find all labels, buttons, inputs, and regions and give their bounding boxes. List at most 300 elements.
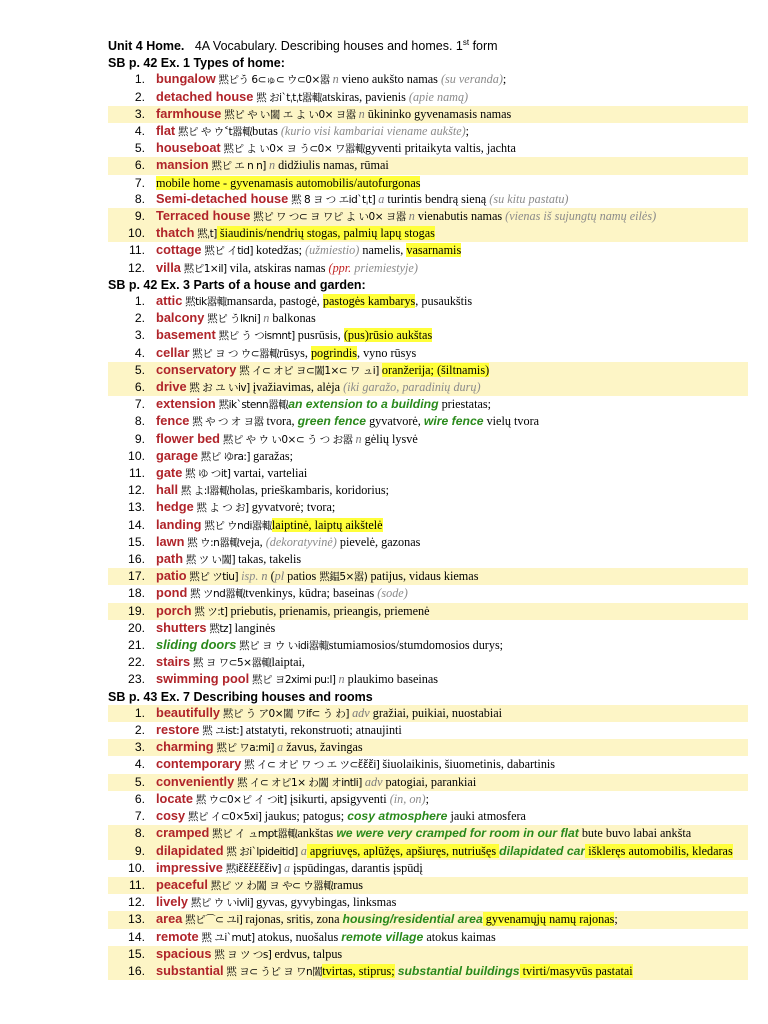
translation-text: įvažiavimas, alėja	[249, 380, 344, 395]
term: impressive	[156, 859, 223, 875]
item-number: 10.	[128, 448, 145, 463]
translation-text: atokus kaimas	[423, 929, 496, 944]
term: balcony	[156, 310, 205, 326]
list-item	[108, 242, 748, 259]
usage-note: (vienas iš sujungtų namų eilės)	[505, 208, 657, 223]
pronunciation: 黙ピ ヨ つ ウ⊂嚣輙	[189, 347, 280, 360]
translation-text: holas, prieškambaris, koridorius;	[229, 483, 389, 498]
list-item	[108, 534, 748, 551]
translation-text: langinės	[231, 620, 276, 635]
term: conveniently	[156, 773, 235, 789]
item-number: 4.	[134, 345, 145, 360]
item-number: 11.	[128, 877, 145, 892]
list-item	[108, 379, 748, 396]
translation-text: rūsys,	[279, 345, 311, 360]
term: charming	[156, 739, 214, 755]
example-phrase: dilapidated car	[499, 843, 586, 858]
translation-text: , pusaukštis	[415, 294, 473, 308]
highlighted-text: pogrindis	[310, 345, 357, 360]
list-item	[108, 157, 748, 174]
translation-text: šiuolaikinis, šiuometinis, dabartinis	[379, 757, 556, 772]
translation-text: ankštas	[297, 826, 337, 841]
translation-text: erdvus, talpus	[271, 946, 343, 961]
pronunciation: 黙ピ ツ﻿ti﻿u]	[186, 571, 239, 584]
example-phrase: remote village	[341, 929, 424, 944]
list-item	[108, 620, 748, 637]
pronunciation: 黙ピ イ﻿tid﻿]	[201, 245, 253, 258]
usage-note: (ppr.	[328, 260, 352, 275]
term: hedge	[156, 499, 194, 515]
term: lively	[156, 894, 189, 910]
pronunciation: 黙ピ ウ いivli]	[188, 897, 254, 910]
pronunciation: 黙ピ⌒⊂ ユi]	[182, 914, 243, 927]
pronunciation: 黙ピ や ウ い0×⊂ う つ お嚣	[220, 433, 356, 446]
part-of-speech: n	[358, 106, 365, 121]
pronunciation: 黙 ウ﻿:n嚣輙	[184, 536, 240, 549]
term: cottage	[156, 242, 202, 258]
item-number: 8.	[134, 826, 145, 841]
title-text: 4A Vocabulary. Describing houses and homes. 1	[194, 39, 463, 54]
pronunciation: 黙ピ や ウ˂t嚣輙	[175, 125, 253, 138]
highlighted-text: pastogės kambarys	[322, 294, 416, 308]
term: thatch	[156, 225, 195, 241]
term: substantial	[156, 962, 224, 978]
list-item	[108, 843, 748, 860]
translation-text: vieno aukšto namas	[338, 72, 441, 87]
example-phrase: substantial buildings	[397, 963, 520, 978]
translation-text: jaukus; patogus;	[261, 809, 348, 824]
pronunciation: 黙ピ ツ わ闔 ヨ や⊂ ウ嚣輙	[207, 879, 334, 892]
term: remote	[156, 928, 199, 944]
pronunciation: 黙﻿ˌt]	[194, 228, 217, 241]
item-number: 7.	[134, 175, 145, 190]
item-number: 12.	[128, 260, 145, 275]
translation-text: gėlių lysvė	[361, 431, 418, 446]
list-item	[108, 517, 748, 534]
translation-text: tvenkinys, kūdra; baseinas	[245, 586, 378, 601]
item-number: 10.	[128, 226, 145, 241]
item-number: 5.	[134, 141, 145, 156]
translation-text: ramus	[333, 877, 364, 892]
term: houseboat	[156, 140, 221, 156]
item-number: 6.	[134, 380, 145, 395]
translation-text: atskiras, pavienis	[321, 89, 409, 104]
list-item	[108, 123, 748, 140]
pronunciation: 黙ピ ワ つ⊂ ヨ ワピ よ い0× ヨ嚣	[250, 210, 409, 223]
term: path	[156, 551, 184, 567]
item-number: 21.	[128, 638, 145, 653]
example-phrase: an extension to a building	[288, 397, 439, 412]
item-number: 2.	[134, 89, 145, 104]
translation-text: namelis,	[359, 243, 407, 258]
pronunciation: 黙ピ う﻿lk﻿ni]	[204, 313, 261, 326]
term: mansion	[156, 157, 209, 173]
list-item	[108, 482, 748, 499]
item-number: 2.	[134, 311, 145, 326]
translation-text: įsikurti, apsigyventi	[286, 791, 390, 806]
translation-text: ūkininko gyvenamasis namas	[364, 106, 512, 121]
pronunciation: 黙 ツ﻿nd嚣輙	[187, 588, 246, 601]
item-number: 3.	[134, 106, 145, 121]
title-sup: st	[462, 38, 470, 47]
term: shutters	[156, 619, 207, 635]
term: Semi-detached house	[156, 190, 289, 206]
item-number: 18.	[128, 586, 145, 601]
usage-note: (su kitu pastatu)	[489, 191, 569, 206]
highlighted-text: pastatai	[592, 963, 633, 978]
item-number: 11.	[128, 466, 145, 481]
example-phrase: green fence	[297, 414, 367, 429]
translation-text: atokus, nuošalus	[254, 929, 342, 944]
usage-note: isp.	[238, 569, 259, 584]
list-item	[108, 396, 748, 413]
translation-text: ;	[502, 72, 507, 87]
item-number: 16.	[128, 552, 145, 567]
pronunciation: 黙鎾5×嚣)	[319, 571, 368, 584]
term: pond	[156, 585, 188, 601]
item-number: 13.	[128, 500, 145, 515]
part-of-speech: a	[274, 740, 284, 755]
term: extension	[156, 396, 216, 412]
pronunciation: 黙 お ユ いiv]	[186, 382, 250, 395]
item-number: 14.	[128, 517, 145, 532]
item-number: 15.	[128, 534, 145, 549]
usage-note: (sode)	[377, 586, 408, 601]
term: locate	[156, 790, 193, 806]
translation-text: mansarda, pastogė,	[226, 294, 323, 308]
title-tail: form	[469, 39, 498, 54]
list-item	[108, 963, 748, 980]
document-page	[108, 34, 748, 980]
term: landing	[156, 516, 202, 532]
translation-text: bute buvo labai ankšta	[578, 826, 692, 841]
example-phrase: housing/residential area	[342, 912, 483, 927]
term: porch	[156, 602, 192, 618]
pronunciation: 黙ピ う つism﻿nt]	[215, 330, 295, 343]
translation-text: plaukimo baseinas	[344, 672, 439, 687]
translation-text: turintis bendrą sieną	[384, 191, 490, 206]
vocabulary-list	[108, 293, 748, 689]
section-heading: SB p. 42 Ex. 3 Parts of a house and garden:	[108, 277, 366, 292]
list-item	[108, 722, 748, 739]
highlighted-text: tvirti/masyvūs	[519, 963, 593, 978]
list-item	[108, 654, 748, 671]
part-of-speech: n	[258, 569, 268, 584]
part-of-speech: n	[332, 72, 339, 87]
part-of-speech: n	[408, 208, 415, 223]
translation-text: veja,	[239, 534, 266, 549]
document-title	[108, 34, 748, 55]
translation-text: gyvas, gyvybingas, linksmas	[253, 895, 397, 910]
list-item	[108, 106, 748, 123]
usage-note: priemiestyje)	[351, 260, 418, 275]
pronunciation: 黙ピ ウ﻿ndi嚣輙	[201, 519, 272, 532]
section-heading: SB p. 42 Ex. 1 Types of home:	[108, 56, 285, 71]
item-number: 13.	[128, 912, 145, 927]
usage-note: (apie namą)	[408, 89, 469, 104]
list-item	[108, 705, 748, 722]
translation-text: priestatas;	[438, 397, 491, 412]
item-number: 6.	[134, 158, 145, 173]
part-of-speech: a	[280, 860, 291, 875]
translation-text: gražiai, puikiai, nuostabiai	[369, 705, 503, 720]
translation-text: didžiulis namas, rūmai	[275, 158, 389, 173]
highlighted-text: tvirtas, stiprus;	[322, 963, 395, 978]
translation-text: garažas;	[250, 448, 293, 463]
list-item	[108, 637, 748, 654]
translation-text: gyventi pritaikyta valtis, jachta	[364, 141, 516, 156]
highlighted-text: šiaudinis/nendrių stogas, palmių lapų stogas	[216, 226, 435, 241]
pronunciation: 黙ピ よ い0× ヨ う⊂0× ワ嚣輙	[220, 143, 365, 156]
term: stairs	[156, 654, 191, 670]
example-phrase: wire fence	[423, 414, 484, 429]
term: hall	[156, 482, 179, 498]
pronunciation: 黙 ユist﻿:]	[199, 725, 243, 738]
pronunciation: 黙 ヨ ツ つ﻿s]	[211, 948, 272, 961]
item-number: 11.	[128, 243, 145, 258]
pronunciation: 黙﻿tik嚣輙	[182, 296, 227, 308]
example-phrase: we were very cramped for room in our flat	[336, 826, 579, 841]
item-number: 4.	[134, 757, 145, 772]
translation-text: kotedžas;	[253, 243, 306, 258]
pronunciation: 黙 8 ヨ つ エidˋtˌt]	[288, 193, 376, 206]
list-item	[108, 585, 748, 602]
usage-note: (dekoratyvinė)	[265, 534, 337, 549]
term: conservatory	[156, 361, 237, 377]
vocabulary-sections	[108, 55, 748, 980]
pronunciation: 黙ピ ヨ ウ いidi嚣輙	[236, 640, 329, 653]
list-item	[108, 774, 748, 791]
list-item	[108, 568, 748, 585]
part-of-speech: n	[265, 158, 276, 173]
highlighted-text: mobile home - gyvenamasis automobilis/autofurgonas	[156, 175, 421, 190]
pronunciation: 黙ピう 6⊂ゅ⊂ ウ⊂0×嚣	[215, 74, 333, 87]
highlighted-text: iškleręs automobilis, kledaras	[585, 843, 733, 858]
pronunciation: 黙 ユiˋm﻿ut]	[198, 931, 255, 944]
list-item	[108, 894, 748, 911]
highlighted-text: oranžerija; (šiltnamis)	[381, 362, 490, 377]
pronunciation: 黙iἔἔἔἔἔἔiv]	[222, 862, 281, 875]
list-item	[108, 310, 748, 327]
pronunciation: 黙ピ1×il﻿]	[180, 262, 227, 275]
highlighted-text: vasarnamis	[406, 243, 462, 258]
item-number: 7.	[134, 809, 145, 824]
list-item	[108, 191, 748, 208]
translation-text: , vyno rūsys	[356, 345, 417, 360]
item-number: 1.	[134, 294, 145, 308]
list-item	[108, 413, 748, 430]
list-item	[108, 89, 748, 106]
translation-text: laiptai,	[271, 655, 305, 670]
translation-text: gyvatvorė,	[366, 414, 424, 429]
translation-text: vartai, varteliai	[230, 466, 308, 481]
part-of-speech: a	[375, 191, 385, 206]
term: basement	[156, 327, 216, 343]
item-number: 14.	[128, 929, 145, 944]
pronunciation: 黙 ツ い闔]	[183, 554, 236, 567]
item-number: 5.	[134, 774, 145, 789]
part-of-speech: adv	[361, 774, 383, 789]
translation-text: gyvatvorė; tvora;	[248, 500, 336, 515]
item-number: 7.	[134, 397, 145, 412]
list-item	[108, 140, 748, 157]
section-heading: SB p. 43 Ex. 7 Describing houses and rooms	[108, 689, 373, 704]
translation-text: atstatyti, rekonstruoti; atnaujinti	[242, 723, 402, 738]
translation-text: stumiamosios/stumdomosios durys;	[328, 638, 504, 653]
term: detached house	[156, 88, 254, 104]
term: villa	[156, 259, 181, 275]
pronunciation: 黙ピ ヨ2ximi﻿ pu:l]	[249, 674, 336, 687]
item-number: 9.	[134, 431, 145, 446]
example-phrase: cosy atmosphere	[347, 809, 448, 824]
term: contemporary	[156, 756, 242, 772]
item-number: 6.	[134, 791, 145, 806]
translation-text: patijus, vidaus kiemas	[367, 569, 479, 584]
pronunciation: 黙ピ ゆ﻿ra:﻿]	[197, 450, 251, 463]
item-number: 12.	[128, 895, 145, 910]
part-of-speech: n	[260, 311, 270, 326]
list-item	[108, 946, 748, 963]
usage-note: (užmiestio)	[305, 243, 360, 258]
pronunciation: 黙 ゆ つit]	[182, 468, 231, 481]
list-item	[108, 293, 748, 310]
item-number: 9.	[134, 843, 145, 858]
translation-text: vila, atskiras namas	[226, 260, 329, 275]
item-number: 4.	[134, 123, 145, 138]
pronunciation: 黙 よ つ お﻿]	[193, 502, 249, 515]
list-item	[108, 791, 748, 808]
term: peaceful	[156, 876, 208, 892]
term: garage	[156, 447, 198, 463]
translation-text: pusrūsis,	[294, 328, 344, 343]
pronunciation: 黙 や つ オ ヨ嚣	[189, 416, 267, 429]
translation-text: takas, takelis	[235, 552, 302, 567]
pronunciation: 黙 ツ﻿:t﻿]	[191, 605, 228, 618]
item-number: 1.	[134, 72, 145, 87]
term: gate	[156, 465, 183, 481]
pronunciation: 黙 おiˋl﻿pideitid]	[223, 845, 298, 858]
item-number: 17.	[128, 569, 145, 584]
list-item	[108, 260, 748, 277]
term: sliding doors	[156, 637, 237, 653]
highlighted-text: (pus)rūsio aukštas	[343, 328, 433, 343]
translation-text: įspūdingas, darantis įspūdį	[290, 860, 423, 875]
term: dilapidated	[156, 842, 224, 858]
translation-text: patogiai, parankiai	[382, 774, 477, 789]
term: area	[156, 911, 183, 927]
term: flower bed	[156, 430, 220, 446]
pronunciation: 黙 おiˋtˌtˌt嚣輙	[253, 91, 322, 104]
pronunciation: 黙ピ や い闔 エ よ い0× ヨ嚣	[221, 108, 359, 121]
pronunciation: 黙﻿t﻿z]	[206, 622, 232, 635]
list-item	[108, 911, 748, 928]
translation-text: ;	[425, 791, 429, 806]
item-number: 2.	[134, 723, 145, 738]
item-number: 23.	[128, 672, 145, 687]
pronunciation: 黙ピ エ n n]	[208, 160, 266, 173]
list-item	[108, 345, 748, 362]
term: swimming pool	[156, 671, 250, 687]
term: lawn	[156, 533, 185, 549]
pronunciation: 黙ピ イ ュ﻿mpt嚣輙	[209, 828, 298, 841]
term: beautifully	[156, 704, 220, 720]
list-item	[108, 362, 748, 379]
list-item	[108, 808, 748, 825]
list-item	[108, 603, 748, 620]
term: Terraced house	[156, 207, 251, 223]
translation-text: pievelė, gazonas	[336, 534, 421, 549]
highlighted-text: apgriuvęs, aplūžęs, apšiuręs, nutriušęs	[306, 843, 500, 858]
translation-text: ;	[614, 912, 618, 927]
part-of-speech: adv	[349, 705, 370, 720]
list-item	[108, 71, 748, 88]
pronunciation: 黙 ウ⊂0×ピ イ つit]	[193, 793, 287, 806]
translation-text: vielų tvora	[483, 414, 540, 429]
pronunciation: 黙 よ﻿:l嚣輙	[178, 485, 230, 498]
item-number: 9.	[134, 208, 145, 223]
translation-text: balkonas	[269, 311, 316, 326]
term: farmhouse	[156, 105, 222, 121]
part-of-speech: n	[335, 672, 345, 687]
list-item	[108, 825, 748, 842]
pronunciation: 黙 イ⊂ オピ ヨ⊂闔1×⊂ ワ ュi]	[236, 364, 379, 377]
pronunciation: 黙ピ イ⊂0×5xi]	[185, 811, 262, 824]
translation-text: (	[267, 569, 275, 584]
item-number: 3.	[134, 740, 145, 755]
pronunciation: 黙 ヨ⊂ うピ ヨ ワ﻿n闔﻿	[223, 965, 323, 978]
pronunciation: 黙ピ う ア0×闔 ワif⊂ う わ]	[220, 707, 350, 720]
list-item	[108, 327, 748, 344]
list-item	[108, 431, 748, 448]
item-number: 19.	[128, 603, 145, 618]
list-item	[108, 551, 748, 568]
list-item	[108, 860, 748, 877]
term: bungalow	[156, 71, 216, 87]
unit-label: Unit 4 Home.	[108, 39, 185, 54]
list-item	[108, 671, 748, 688]
part-of-speech: n	[355, 431, 362, 446]
usage-note: (kurio visi kambariai viename aukšte)	[280, 123, 466, 138]
list-item	[108, 448, 748, 465]
term: cosy	[156, 808, 186, 824]
item-number: 8.	[134, 191, 145, 206]
translation-text: butas	[252, 123, 281, 138]
item-number: 15.	[128, 946, 145, 961]
pronunciation: 黙ピ ワ﻿a:mi﻿]	[213, 742, 274, 755]
translation-text: žavus, žavingas	[283, 740, 363, 755]
highlighted-text: gyvenamųjų namų rajonas	[482, 912, 615, 927]
translation-text: patios	[284, 569, 320, 584]
translation-text: rajonas, sritis, zona	[242, 912, 343, 927]
item-number: 1.	[134, 705, 145, 720]
term: cramped	[156, 825, 210, 841]
term: cellar	[156, 344, 190, 360]
item-number: 5.	[134, 362, 145, 377]
term: patio	[156, 568, 187, 584]
term: flat	[156, 122, 176, 138]
item-number: 16.	[128, 963, 145, 978]
translation-text: tvora,	[266, 414, 298, 429]
part-of-speech: pl	[274, 569, 285, 584]
pronunciation: 黙 イ⊂ オピ1× わ闔 オi﻿ntli]	[234, 776, 362, 789]
item-number: 20.	[128, 620, 145, 635]
item-number: 3.	[134, 328, 145, 343]
list-item	[108, 208, 748, 225]
term: restore	[156, 722, 200, 738]
highlighted-text: laiptinė, laiptų aikštelė	[271, 517, 383, 532]
translation-text: jauki atmosfera	[447, 809, 526, 824]
vocabulary-list	[108, 705, 748, 980]
